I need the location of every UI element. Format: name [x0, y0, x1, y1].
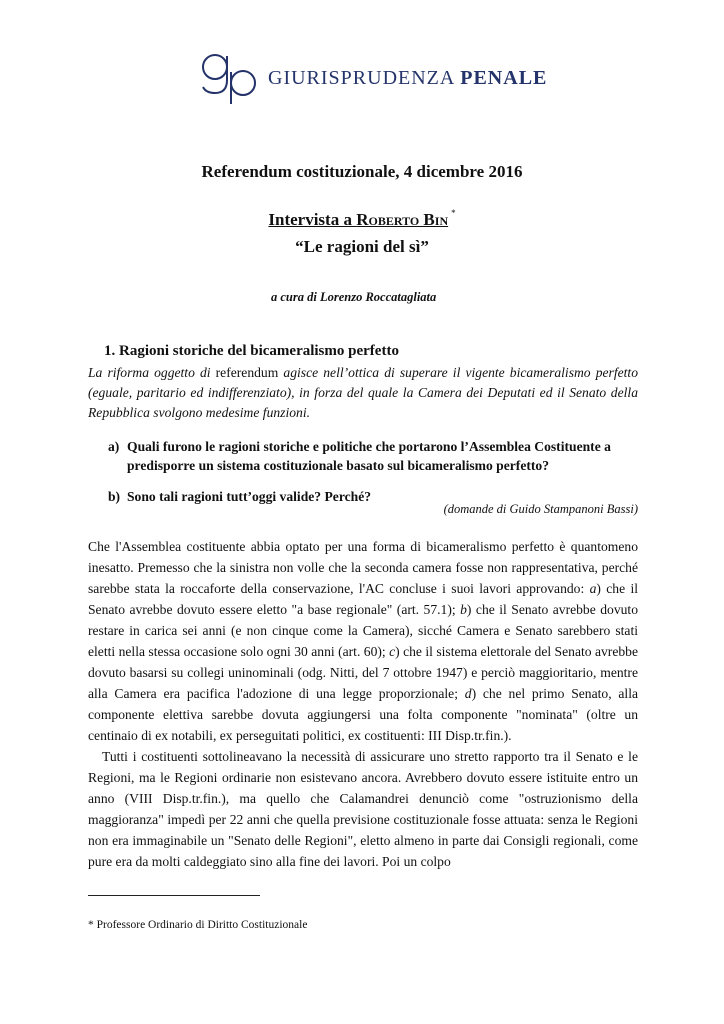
section-heading: 1. Ragioni storiche del bicameralismo perfetto [104, 343, 399, 359]
logo-text-bold: PENALE [460, 66, 548, 89]
logo-wordmark [268, 67, 547, 90]
header-logo [196, 50, 547, 106]
question-b-marker: b) [108, 489, 121, 504]
p1-marker-b: b [460, 602, 467, 617]
body-paragraph-1 [88, 536, 638, 746]
p1-text-e: ) che nel primo Senato, alla componente elettiva sarebbe dovuta aggiungersi una folta componente "nominata" (oltre un centinaio di ex notabili, ex perseguitati politici, ex costituenti: III Disp.tr.fin.). [88, 686, 638, 743]
p1-text-c: ) che il Senato avrebbe dovuto restare in carica sei anni (e non cinque come la Camera), sicché Camera e Senato sarebbero stati eletti nella stessa occasione solo ogni 30 anni (art. 60); [88, 602, 638, 659]
questions-credit: (domande di Guido Stampanoni Bassi) [443, 502, 638, 516]
logo-text-regular: GIURISPRUDENZA [268, 66, 461, 89]
interviewee-name: Roberto Bin [356, 210, 449, 229]
interview-heading [0, 210, 724, 230]
interview-line [268, 210, 448, 229]
p1-text-a: Che l'Assemblea costituente abbia optato per una forma di bicameralismo perfetto è quantomeno inesatto. Premesso che la sinistra non volle che la seconda camera fosse non rappresentativa, perché sarebbe stata la roccaforte della conservazione, l'AC concluse i suoi lavori approvando: [88, 539, 638, 596]
body-paragraph-2 [88, 746, 638, 872]
p1-marker-a: a [589, 581, 597, 596]
p1-text-d: ) che il sistema elettorale del Senato avrebbe dovuto basarsi su collegi uninominali (odg. Nitti, del 7 ottobre 1947) e perciò maggioritario, mentre alla Camera era pacifica l'adozione di una legge proporzionale; [88, 644, 638, 701]
intro-part-2: agisce nell’ottica di superare il vigente bicameralismo perfetto (eguale, paritario ed indifferenziato), in forza del quale la Camera dei Deputati ed il Senato della Repubblica svolgono medesime funzioni. [88, 365, 638, 420]
gp-monogram-icon [196, 50, 258, 106]
question-b-text: Sono tali ragioni tutt’oggi valide? Perché? [127, 489, 372, 504]
interview-subtitle: “Le ragioni del sì” [295, 237, 429, 256]
interview-prefix: Intervista a [268, 210, 357, 229]
section-intro [88, 363, 638, 423]
footnote-reference[interactable]: * [451, 208, 456, 218]
question-a [108, 437, 638, 475]
intro-part-1: La riforma oggetto di [88, 365, 216, 380]
footnote-divider [88, 895, 260, 896]
p1-text-b: ) che il Senato avrebbe dovuto essere eletto "a base regionale" (art. 57.1); [88, 581, 638, 617]
question-a-text: Quali furono le ragioni storiche e politiche che portarono l’Assemblea Costituente a predisporre un sistema costituzionale basato sul bicameralismo perfetto? [127, 439, 611, 473]
curator-line: a cura di Lorenzo Roccatagliata [271, 290, 437, 304]
footnote: * Professore Ordinario di Diritto Costituzionale [88, 919, 308, 931]
p1-marker-c: c [389, 644, 396, 659]
p1-marker-d: d [464, 686, 472, 701]
p2-text: Tutti i costituenti sottolineavano la necessità di assicurare uno stretto rapporto tra il Senato e le Regioni, ma le Regioni ordinarie non esistevano ancora. Avrebbero dovuto essere istituite entro un anno (VIII Disp.tr.fin.), ma quello che Calamandrei denunciò come "ostruzionismo della maggioranza" impedì per 22 anni che quella previsione costituzionale fosse attuata: senza le Regioni non era immaginabile un "Senato delle Regioni", eletto almeno in parte dai Consigli regionali, come pure era da molti caldeggiato sino alla fine dei lavori. Poi un colpo [88, 749, 638, 869]
question-a-marker: a) [108, 439, 120, 454]
intro-word-referendum: referendum [215, 365, 279, 380]
document-title: Referendum costituzionale, 4 dicembre 2016 [201, 162, 523, 181]
